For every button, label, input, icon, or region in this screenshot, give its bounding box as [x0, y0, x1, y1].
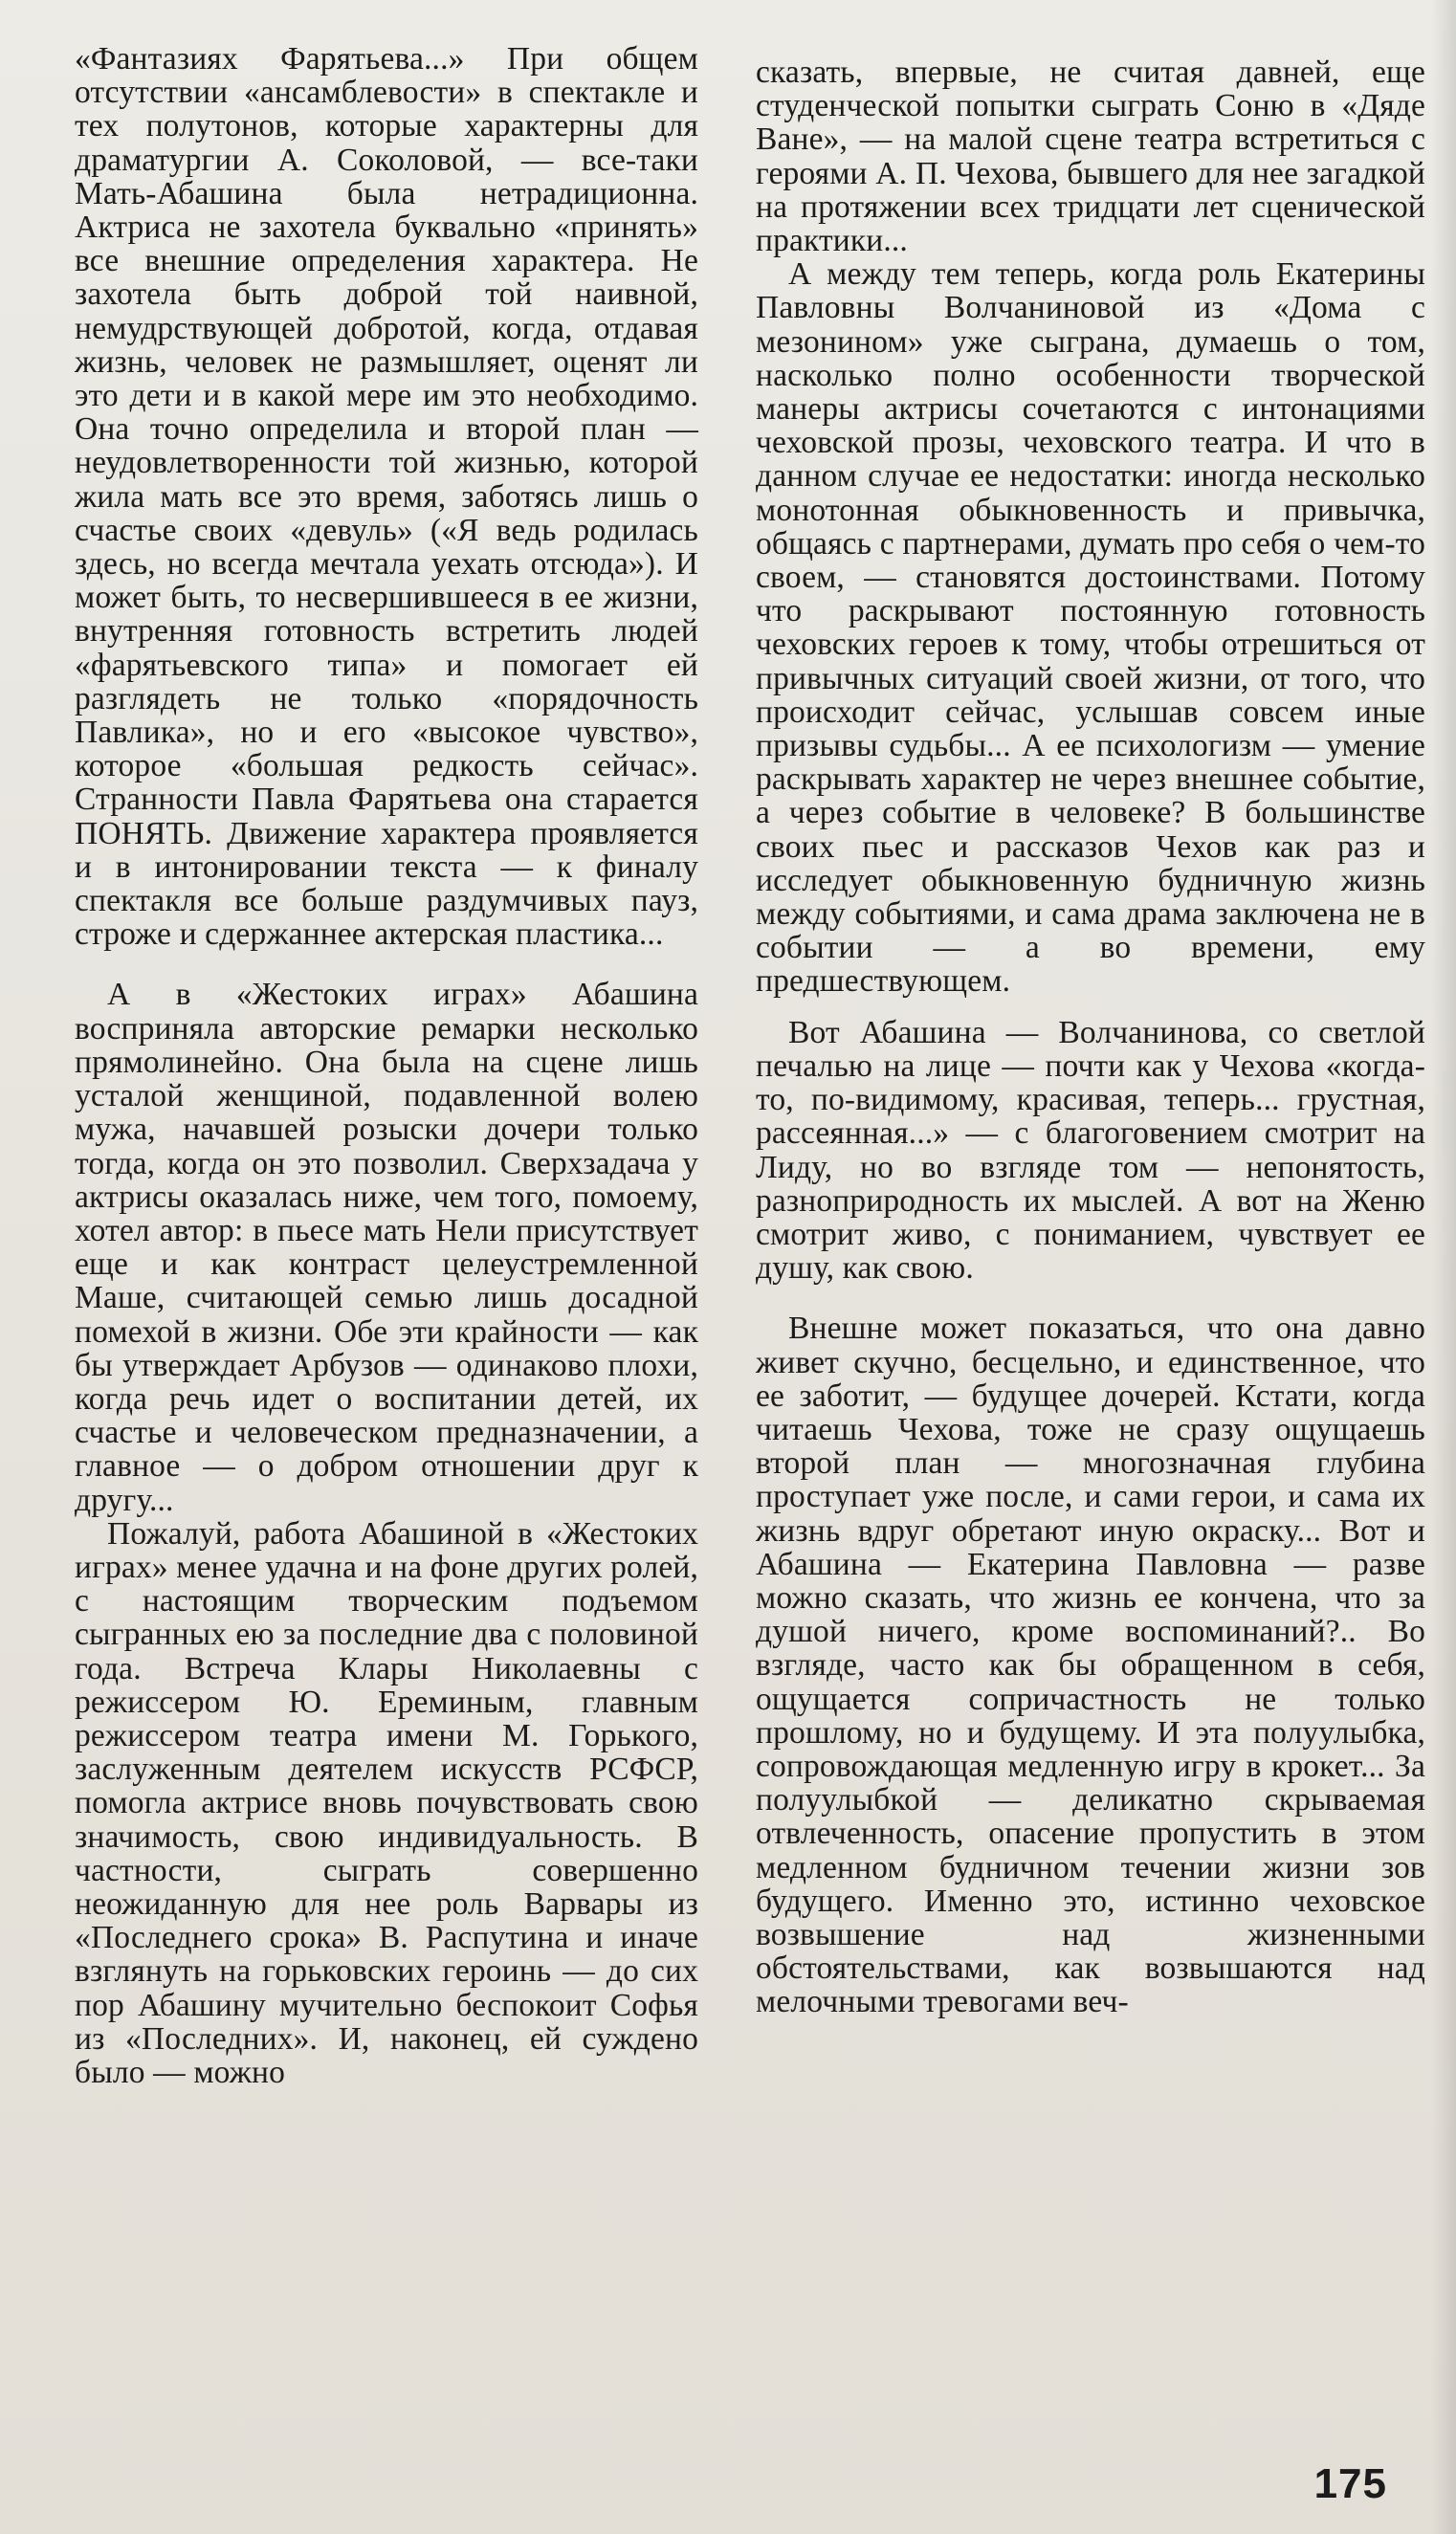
paragraph: Пожалуй, работа Абашиной в «Жестоких играх» менее удачна и на фоне других ролей, с настоящим творческим подъемом сыгранных ею за последние два с половиной года. Встреча Клары Николаевны с режиссером Ю. Ереминым, главным режиссером театра имени М. Горького, заслуженным деятелем искусств РСФСР, помогла актрисе вновь почувствовать свою значимость, свою индивидуальность. В частности, сыграть совершенно неожиданную для нее роль Варвары из «Последнего срока» В. Распутина и иначе взглянуть на горьковских героинь — до сих пор Абашину мучительно беспокоит Софья из «Последних». И, наконец, ей суждено было — можно [75, 1515, 698, 2090]
paragraph: Вот Абашина — Волчанинова, со светлой печалью на лице — почти как у Чехова «когда-то, по-видимому, красивая, теперь... грустная, рассеянная...» — с благоговением смотрит на Лиду, но во взгляде том — непонятость, разноприродность их мыслей. А вот на Женю смотрит живо, с пониманием, чувствует ее душу, как свою. [756, 1014, 1425, 1287]
paragraph-gap [75, 951, 698, 978]
paragraph-gap [756, 1285, 1425, 1311]
paragraph: А между тем теперь, когда роль Екатерины Павловны Волчаниновой из «Дома с мезонином» уже сыграна, думаешь о том, насколько полно особенности творческой манеры актрисы сочетаются с интонациями чеховской прозы, чеховского театра. И что в данном случае ее недостатки: иногда несколько монотонная обыкновенность и привычка, общаясь с партнерами, думать про себя о чем-то своем, — становятся достоинствами. Потому что раскрывают постоянную готовность чеховских героев к тому, чтобы отрешиться от привычных ситуаций своей жизни, от того, что происходит сейчас, услышав совсем иные призывы судьбы... А ее психологизм — умение раскрывать характер не через внешнее событие, а через событие в человеке? В большинстве своих пьес и рассказов Чехов как раз и исследует обыкновенную будничную жизнь между событиями, и сама драма заключена не в событии — а во времени, ему предшествующем. [756, 256, 1425, 1000]
page-number: 175 [1313, 2460, 1387, 2507]
paragraph-gap [756, 999, 1425, 1016]
right-column [756, 55, 1425, 2019]
paragraph: сказать, впервые, не считая давней, еще студенческой попытки сыграть Соню в «Дяде Ване», — на малой сцене театра встретиться с героями А. П. Чехова, бывшего для нее загадкой на протяжении всех тридцати лет сценической практики... [756, 55, 1425, 259]
paragraph: «Фантазиях Фарятьева...» При общем отсутствии «ансамблевости» в спектакле и тех полутонов, которые характерны для драматургии А. Соколовой, — все-таки Мать-Абашина была нетрадиционна. Актриса не захотела буквально «принять» все внешние определения характера. Не захотела быть доброй той наивной, немудрствующей добротой, когда, отдавая жизнь, человек не размышляет, оценят ли это дети и в какой мере им это необходимо. Она точно определила и второй план — неудовлетворенности той жизнью, которой жила мать все это время, заботясь лишь о счастье своих «девуль» («Я ведь родилась здесь, но всегда мечтала уехать отсюда»). И может быть, то несвершившееся в ее жизни, внутренняя готовность встретить людей «фарятьевского типа» и помогает ей разглядеть не только «порядочность Павлика», но и его «высокое чувство», которое «большая редкость сейчас». Странности Павла Фарятьева она старается ПОНЯТЬ. Движение характера проявляется и в интонировании текста — к финалу спектакля все больше раздумчивых пауз, строже и сдержаннее актерская пластика... [75, 41, 698, 953]
page-edge-shadow [1431, 0, 1456, 2534]
left-column [75, 42, 698, 2089]
paragraph: Внешне может показаться, что она давно живет скучно, бесцельно, и единственное, что ее заботит, — будущее дочерей. Кстати, когда читаешь Чехова, тоже не сразу ощущаешь второй план — многозначная глубина проступает уже после, и сами герои, и сама их жизнь вдруг обретают иную окраску... Вот и Абашина — Екатерина Павловна — разве можно сказать, что жизнь ее кончена, что за душой ничего, кроме воспоминаний?.. Во взгляде, часто как бы обращенном в себя, ощущается сопричастность не только прошлому, но и будущему. И эта полуулыбка, сопровождающая медленную игру в крокет... За полуулыбкой — деликатно скрываемая отвлеченность, опасение пропустить в этом медленном будничном течении жизни зов будущего. Именно это, истинно чеховское возвышение над жизненными обстоятельствами, как возвышаются над мелочными тревогами веч- [756, 1311, 1425, 2020]
paragraph: А в «Жестоких играх» Абашина восприняла авторские ремарки несколько прямолинейно. Она была на сцене лишь усталой женщиной, подавленной волею мужа, начавшей розыски дочери только тогда, когда он это позволил. Сверхзадача у актрисы оказалась ниже, чем того, помоему, хотел автор: в пьесе мать Нели присутствует еще и как контраст целеустремленной Маше, считающей семью лишь досадной помехой в жизни. Обе эти крайности — как бы утверждает Арбузов — одинаково плохи, когда речь идет о воспитании детей, их счастье и человеческом предназначении, а главное — о добром отношении друг к другу... [75, 977, 698, 1518]
